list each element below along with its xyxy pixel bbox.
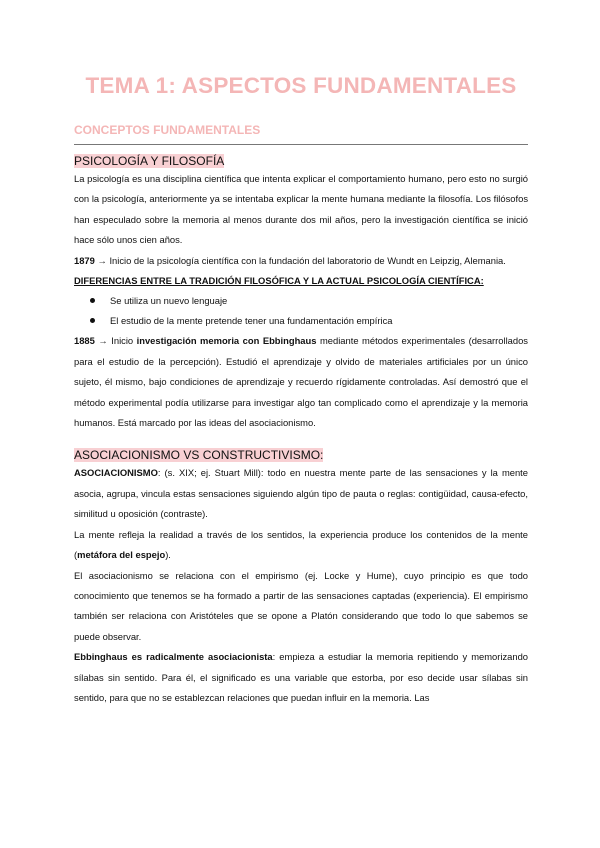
section-heading-asociacionismo: [74, 447, 528, 463]
paragraph-empirismo: El asociacionismo se relaciona con el empirismo (ej. Locke y Hume), cuyo principio es que todo conocimiento que tenemos se ha formado a partir de las sensaciones captadas (experiencia). El empirismo también ser relaciona con Aristóteles que se opone a Platón considerando que todo lo que sabemos se puede observar.: [74, 569, 528, 642]
year-1879: 1879: [74, 254, 95, 266]
year-1885: 1885: [74, 335, 95, 347]
list-item: El estudio de la mente pretende tener una fundamentación empírica: [88, 311, 528, 331]
differences-heading: [74, 271, 528, 291]
ebbinghaus-asociacionista-bold: Ebbinghaus es radicalmente asociacionista: [74, 651, 273, 663]
paragraph-asociacionismo: [74, 463, 528, 524]
paragraph-1885-text-a: → Inicio: [94, 335, 137, 347]
paragraph-mente-text-a: La mente refleja la realidad a través de los sentidos, la experiencia produce los contenidos de la mente (: [74, 528, 528, 561]
section-heading-psicologia: [74, 153, 528, 169]
section-subtitle: CONCEPTOS FUNDAMENTALES: [74, 122, 528, 145]
differences-list: [74, 291, 528, 331]
highlighted-heading-text: PSICOLOGÍA Y FILOSOFÍA: [74, 154, 225, 168]
list-item: Se utiliza un nuevo lenguaje: [88, 291, 528, 311]
paragraph-ebbinghaus: [74, 647, 528, 708]
paragraph-ebbinghaus-text: : empieza a estudiar la memoria repitiendo y memorizando sílabas sin sentido. Para él, el significado es una variable que estorba, por eso decide usar sílabas sin sentido, para que no se establezcan relaciones que puedan influir en la memoria. Las: [74, 651, 528, 703]
highlighted-heading-text: ASOCIACIONISMO VS CONSTRUCTIVISMO:: [74, 448, 324, 463]
differences-heading-text: DIFERENCIAS ENTRE LA TRADICIÓN FILOSÓFICA Y LA ACTUAL PSICOLOGÍA CIENTÍFICA:: [74, 275, 484, 287]
paragraph-asociacionismo-text: : (s. XIX; ej. Stuart Mill): todo en nuestra mente parte de las sensaciones y la mente asocia, agrupa, vincula estas sensaciones siguiendo algún tipo de pauta o reglas: contigüidad, causa-efecto, similitud u oposición (contraste).: [74, 467, 528, 520]
paragraph-mente-refleja: [74, 525, 528, 566]
paragraph-intro: La psicología es una disciplina científica que intenta explicar el comportamiento humano, pero esto no surgió con la psicología, anteriormente ya se intentaba explicar la mente humana mediante la filosofía. Los filósofos han especulado sobre la memoria al menos durante dos mil años, pero la investigación científica se inició hace sólo unos cien años.: [74, 173, 528, 246]
paragraph-1885-text-b: mediante métodos experimentales (desarrollados para el estudio de la percepción). Estudió el aprendizaje y olvido de materiales artificiales por un único sujeto, él mismo, bajo condiciones de aprendizaje y recuerdo rígidamente controladas. Así demostró que el método experimental podía utilizarse para investigar algo tan complicado como el aprendizaje y la memoria humanos. Está marcado por las ideas del asociacionismo.: [74, 335, 528, 429]
asociacionismo-bold: ASOCIACIONISMO: [74, 467, 158, 479]
paragraph-1885: [74, 331, 528, 433]
paragraph-1879-text: → Inicio de la psicología científica con la fundación del laboratorio de Wundt en Leipzig, Alemania.: [94, 254, 506, 266]
paragraph-mente-text-b: ).: [165, 549, 171, 561]
paragraph-1879: [74, 251, 528, 271]
page-title: TEMA 1: ASPECTOS FUNDAMENTALES: [85, 73, 517, 98]
metafora-bold: metáfora del espejo: [77, 549, 166, 561]
ebbinghaus-bold: investigación memoria con Ebbinghaus: [136, 335, 317, 347]
